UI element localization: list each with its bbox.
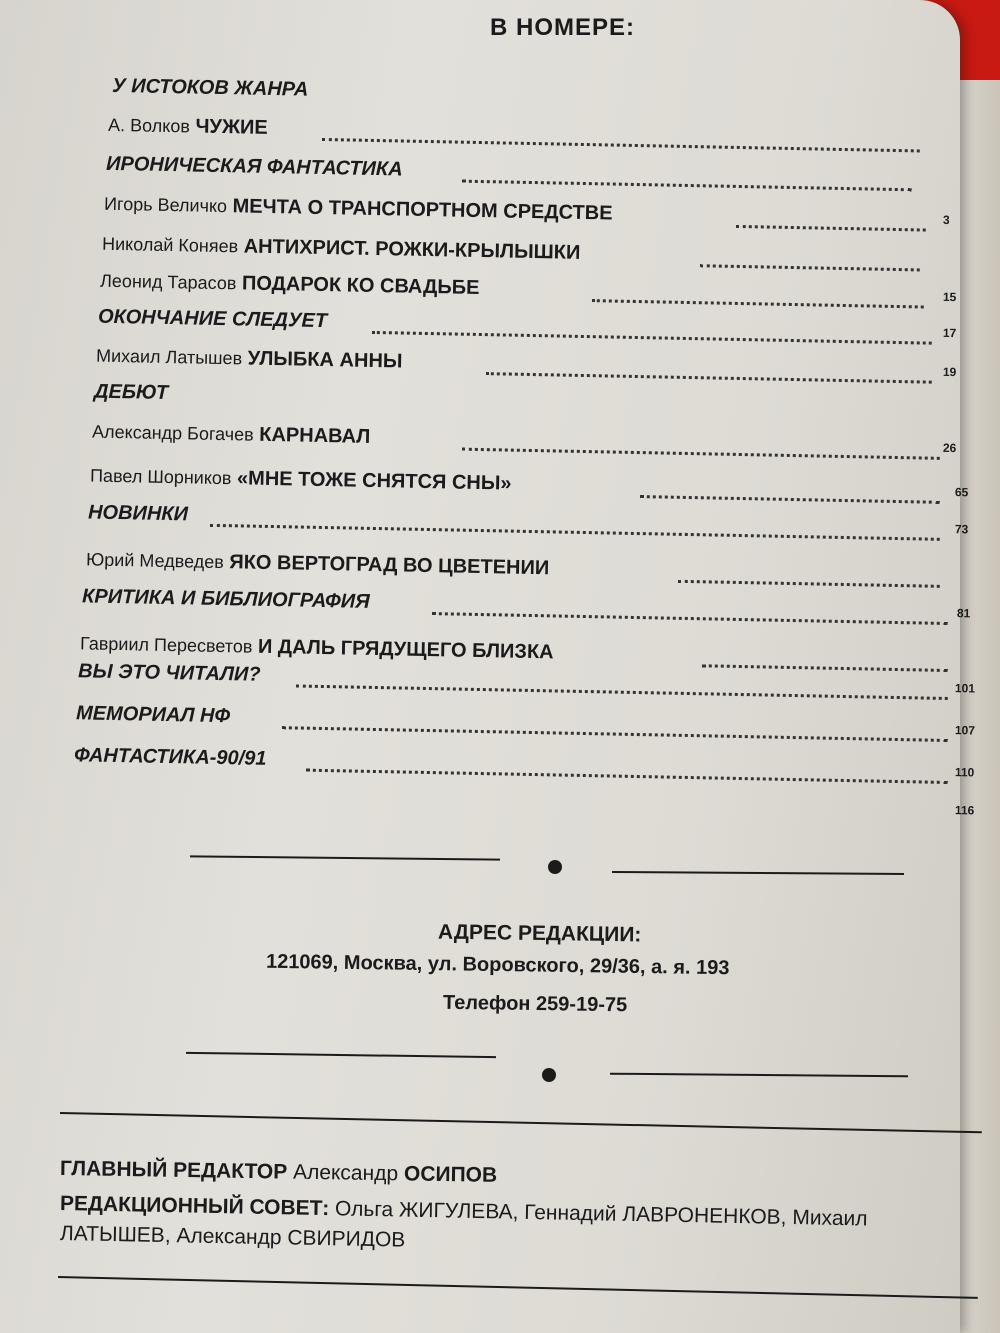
- section-title: МЕМОРИАЛ НФ: [75, 702, 231, 728]
- dot-leader: [432, 612, 948, 625]
- chief-editor-label: ГЛАВНЫЙ РЕДАКТОР: [59, 1157, 288, 1184]
- page-number: 73: [954, 522, 969, 537]
- article-author: Гавриил Пересветов: [79, 633, 253, 657]
- toc-section: [0, 151, 960, 195]
- section-title: У ИСТОКОВ ЖАНРА: [111, 74, 309, 101]
- article-title: «МНЕ ТОЖЕ СНЯТСЯ СНЫ»: [236, 467, 512, 495]
- toc-entry-text: [108, 114, 268, 140]
- toc-entry: [0, 463, 969, 507]
- article-author: Александр Богачев: [91, 421, 254, 445]
- page-number: 81: [956, 606, 971, 621]
- article-title: ЧУЖИЕ: [195, 115, 268, 139]
- page-number: 19: [942, 364, 957, 380]
- article-author: Юрий Медведев: [85, 549, 224, 573]
- toc-section: [0, 379, 960, 423]
- divider-line-left: [190, 855, 500, 860]
- article-author: Николай Коняев: [101, 233, 239, 257]
- chief-editor-line: [60, 1157, 498, 1188]
- dot-leader: [700, 264, 920, 271]
- article-title: И ДАЛЬ ГРЯДУЩЕГО БЛИЗКА: [257, 635, 554, 664]
- page-number: 110: [954, 765, 975, 780]
- contents-heading: В НОМЕРЕ:: [490, 14, 636, 41]
- article-author: Леонид Тарасов: [99, 270, 237, 294]
- page-number: 17: [942, 325, 957, 341]
- page-number: 101: [954, 681, 976, 696]
- chief-editor-first-name: Александр: [292, 1160, 399, 1186]
- toc-page-marker: [0, 781, 975, 825]
- dot-leader: [210, 524, 940, 541]
- article-title: УЛЫБКА АННЫ: [247, 347, 403, 373]
- address-label: АДРЕС РЕДАКЦИИ:: [437, 920, 642, 947]
- toc-section: [0, 304, 960, 348]
- toc-entry-text: [86, 548, 550, 580]
- toc-entry: [0, 191, 960, 235]
- toc-section: [0, 584, 971, 628]
- page-number: 26: [942, 440, 957, 456]
- article-author: Михаил Латышев: [95, 345, 243, 369]
- dot-leader: [322, 138, 920, 152]
- toc-section: [0, 701, 976, 745]
- page-number: 65: [954, 485, 969, 500]
- page-number: 116: [954, 803, 975, 818]
- chief-editor-last-name: ОСИПОВ: [403, 1162, 498, 1187]
- editorial-council-members-2: ЛАТЫШЕВ, Александр СВИРИДОВ: [59, 1222, 406, 1252]
- toc-entry-text: [90, 465, 512, 496]
- dot-leader: [702, 664, 948, 672]
- dot-leader: [282, 726, 948, 742]
- article-title: КАРНАВАЛ: [259, 423, 371, 448]
- toc-entry-text: [96, 345, 403, 374]
- article-author: А. Волков: [107, 114, 191, 137]
- article-title: МЕЧТА О ТРАНСПОРТНОМ СРЕДСТВЕ: [232, 195, 613, 225]
- dot-leader: [296, 684, 948, 700]
- dot-leader: [486, 372, 932, 384]
- toc-entry: [0, 112, 960, 156]
- section-title: НОВИНКИ: [87, 501, 189, 526]
- article-author: Павел Шорников: [89, 465, 232, 489]
- toc-entry-text: [80, 632, 554, 664]
- dot-leader: [306, 769, 948, 784]
- section-title: ФАНТАСТИКА-90/91: [73, 744, 267, 770]
- page-number: 3: [942, 212, 950, 228]
- article-title: АНТИХРИСТ. РОЖКИ-КРЫЛЫШКИ: [243, 235, 581, 264]
- dot-leader: [462, 180, 912, 192]
- toc-entry-text: [92, 421, 371, 449]
- page-number: 107: [954, 723, 976, 738]
- divider-dot: [548, 860, 562, 874]
- section-title: ОКОНЧАНИЕ СЛЕДУЕТ: [97, 305, 328, 333]
- dot-leader: [462, 448, 940, 460]
- article-title: ПОДАРОК КО СВАДЬБЕ: [241, 272, 480, 299]
- divider-line-right: [612, 871, 904, 875]
- masthead-rule-top: [60, 1112, 982, 1133]
- toc-entry-text: [100, 270, 480, 300]
- section-title: ВЫ ЭТО ЧИТАЛИ?: [77, 660, 261, 686]
- toc-section: [0, 73, 960, 117]
- dot-leader: [736, 225, 926, 232]
- editorial-council-label: РЕДАКЦИОННЫЙ СОВЕТ:: [59, 1192, 330, 1221]
- dot-leader: [372, 331, 932, 345]
- section-title: КРИТИКА И БИБЛИОГРАФИЯ: [81, 585, 370, 613]
- divider-line-right: [610, 1073, 908, 1078]
- article-title: ЯКО ВЕРТОГРАД ВО ЦВЕТЕНИИ: [229, 551, 550, 580]
- editorial-council-members-1: Ольга ЖИГУЛЕВА, Геннадий ЛАВРОНЕНКОВ, Михаил: [334, 1197, 868, 1231]
- toc-entry: [0, 547, 960, 591]
- editorial-council-line-2: [60, 1222, 406, 1253]
- toc-section: [0, 500, 969, 544]
- toc-entry: [0, 419, 960, 463]
- address-phone: Телефон 259-19-75: [442, 991, 628, 1017]
- toc-entry-text: [102, 233, 581, 265]
- dot-leader: [592, 299, 924, 308]
- toc-entry: [0, 231, 960, 275]
- toc-section: [0, 743, 975, 787]
- divider-line-left: [186, 1052, 496, 1058]
- address-line: 121069, Москва, ул. Воровского, 29/36, а. я. 193: [265, 950, 730, 980]
- masthead-rule-bottom: [58, 1276, 978, 1299]
- page-number: 15: [942, 289, 957, 305]
- divider-dot: [542, 1068, 556, 1082]
- dot-leader: [678, 580, 940, 588]
- section-title: ИРОНИЧЕСКАЯ ФАНТАСТИКА: [105, 152, 403, 181]
- section-title: ДЕБЮТ: [93, 380, 169, 405]
- toc-entry-text: [104, 193, 613, 226]
- article-author: Игорь Величко: [103, 193, 228, 217]
- dot-leader: [640, 495, 940, 504]
